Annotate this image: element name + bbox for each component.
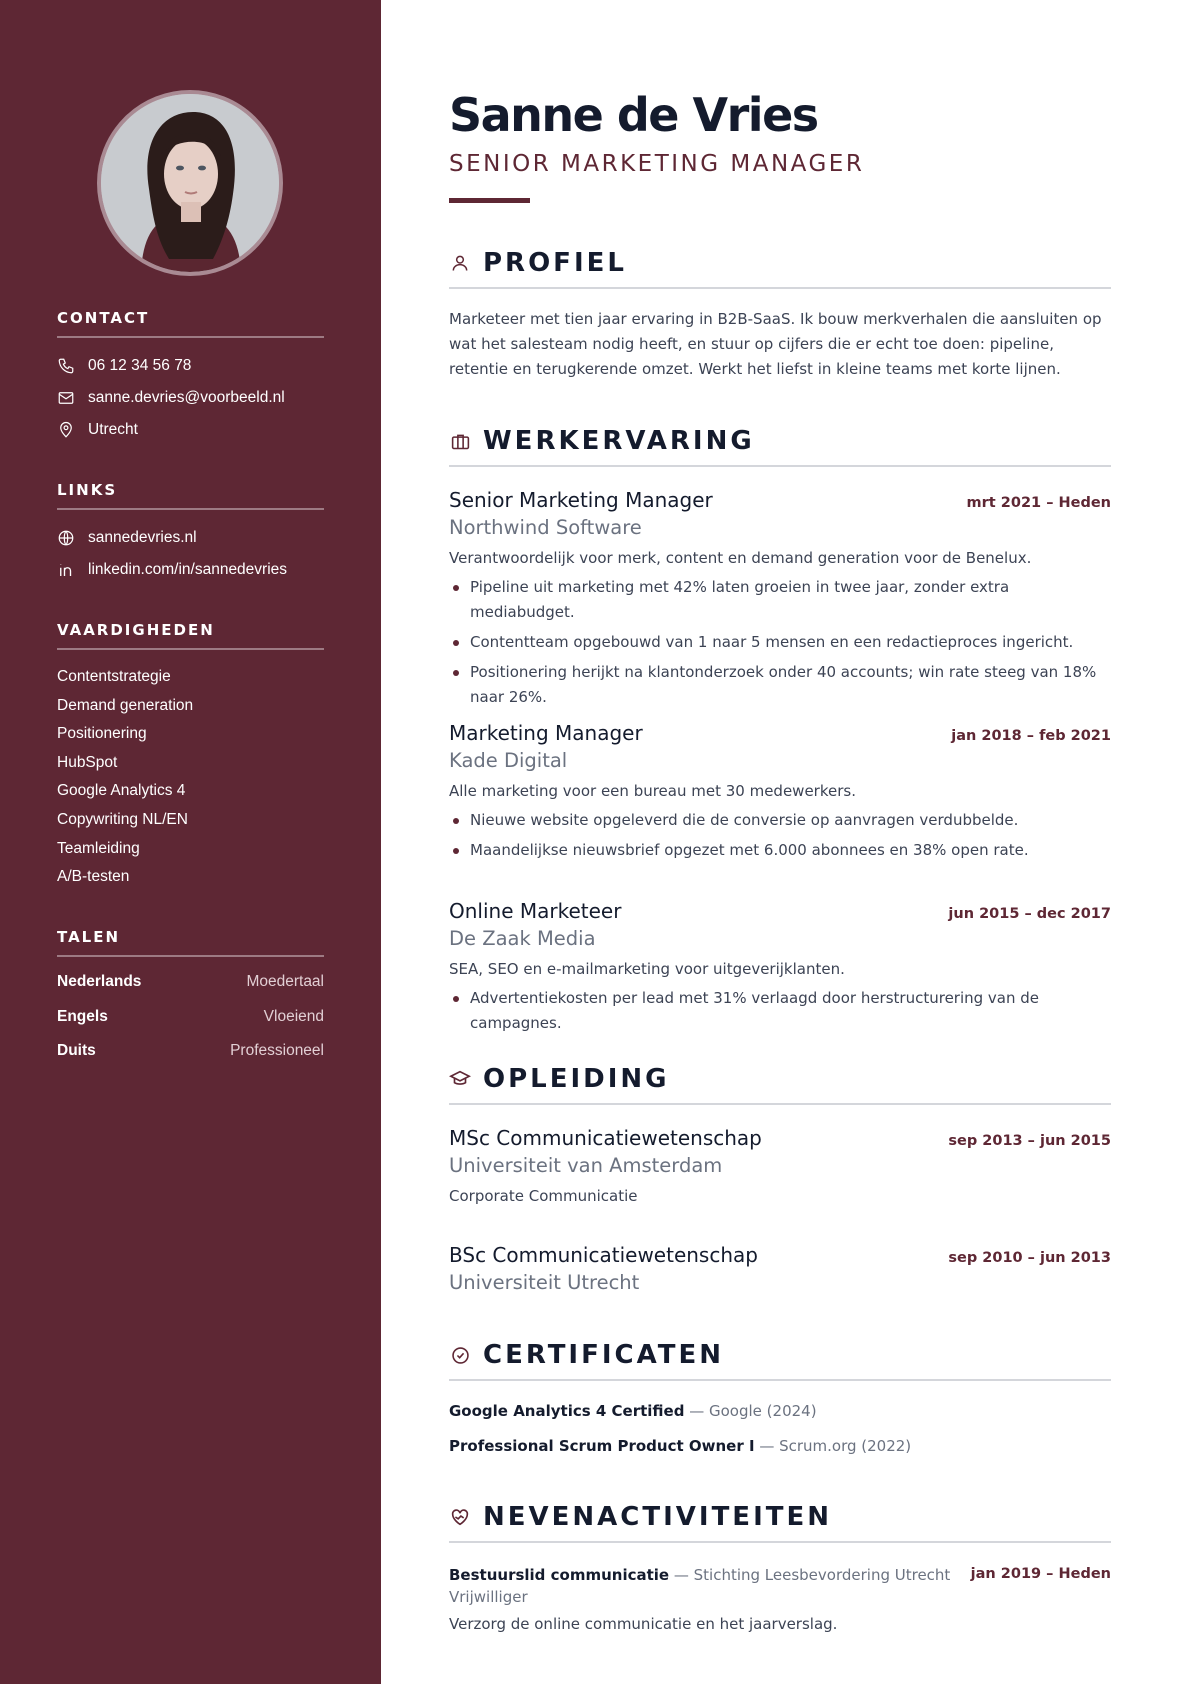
school-name: Universiteit van Amsterdam — [449, 1154, 723, 1177]
activities-section-title — [449, 1502, 1111, 1543]
certificate-name: Professional Scrum Product Owner I — [449, 1437, 755, 1455]
job-entry — [449, 899, 1111, 1041]
job-bullet: Positionering herijkt na klantonderzoek onder 40 accounts; win rate steeg van 18% naar 26%. — [449, 660, 1111, 710]
contact-phone — [57, 350, 324, 382]
portrait-image — [101, 94, 279, 272]
phone-number: 06 12 34 56 78 — [88, 357, 192, 374]
skill-item: HubSpot — [57, 753, 118, 771]
skill-item: Contentstrategie — [57, 668, 171, 685]
education-heading: OPLEIDING — [483, 1064, 670, 1094]
job-bullet: Maandelijkse nieuwsbrief opgezet met 6.000 abonnees en 38% open rate. — [449, 838, 1111, 863]
graduation-cap-icon — [449, 1068, 471, 1090]
person-role: SENIOR MARKETING MANAGER — [449, 151, 865, 177]
job-entry — [449, 488, 1111, 715]
linkedin-icon — [57, 561, 75, 579]
contact-section — [57, 309, 324, 446]
education-entry — [449, 1126, 1111, 1205]
briefcase-icon — [449, 430, 471, 452]
activity-role: Bestuurslid communicatie — [449, 1566, 670, 1584]
certificate-item — [449, 1437, 911, 1455]
experience-heading: WERKERVARING — [483, 426, 755, 456]
education-entry — [449, 1243, 1111, 1294]
education-date: sep 2010 – jun 2013 — [948, 1250, 1111, 1266]
job-company: Kade Digital — [449, 749, 568, 772]
heart-hand-icon — [449, 1506, 471, 1528]
certificate-issuer: — Google (2024) — [684, 1402, 817, 1420]
certificates-section-title — [449, 1340, 1111, 1381]
certificate-item — [449, 1402, 817, 1420]
language-row — [57, 1034, 324, 1069]
job-date: mrt 2021 – Heden — [966, 495, 1111, 511]
skill-item: Copywriting NL/EN — [57, 810, 188, 828]
job-bullet: Advertentiekosten per lead met 31% verlaagd door herstructurering van de campagnes. — [449, 986, 1111, 1036]
language-level: Vloeiend — [263, 1007, 324, 1025]
degree-title: MSc Communicatiewetenschap — [449, 1126, 762, 1150]
activity-description: Verzorg de online communicatie en het jaarverslag. — [449, 1615, 838, 1633]
language-row — [57, 965, 324, 1000]
education-section-title — [449, 1064, 1111, 1105]
profile-photo — [97, 90, 283, 276]
languages-heading: TALEN — [57, 928, 324, 957]
school-name: Universiteit Utrecht — [449, 1271, 640, 1294]
degree-title: BSc Communicatiewetenschap — [449, 1243, 758, 1267]
job-bullet: Pipeline uit marketing met 42% laten groeien in twee jaar, zonder extra mediabudget. — [449, 575, 1111, 625]
link-linkedin[interactable] — [57, 554, 324, 586]
person-name: Sanne de Vries — [449, 88, 818, 142]
language-name: Nederlands — [57, 973, 142, 990]
linkedin-link[interactable]: linkedin.com/in/sannedevries — [88, 561, 288, 578]
job-title: Senior Marketing Manager — [449, 488, 713, 512]
skill-item: Teamleiding — [57, 839, 140, 857]
job-bullet: Contentteam opgebouwd van 1 naar 5 mensen en een redactieproces ingericht. — [449, 630, 1111, 655]
certificate-name: Google Analytics 4 Certified — [449, 1402, 685, 1420]
job-date: jun 2015 – dec 2017 — [948, 906, 1111, 922]
language-name: Duits — [57, 1042, 96, 1059]
phone-icon — [57, 357, 75, 375]
location-text: Utrecht — [88, 421, 138, 438]
accent-divider — [449, 198, 530, 203]
skill-item: Google Analytics 4 — [57, 782, 186, 800]
contact-location — [57, 414, 324, 446]
website-link[interactable]: sannedevries.nl — [88, 529, 197, 546]
job-bullets — [449, 986, 1111, 1036]
job-title: Online Marketeer — [449, 899, 622, 923]
job-description: Verantwoordelijk voor merk, content en demand generation voor de Benelux. — [449, 549, 1032, 567]
languages-section — [57, 928, 324, 1069]
globe-icon — [57, 529, 75, 547]
experience-section-title — [449, 426, 1111, 467]
profile-text: Marketeer met tien jaar ervaring in B2B-SaaS. Ik bouw merkverhalen die aansluiten op wat het salesteam nodig heeft, en stuur op cijfers die er echt toe doen: pipeline, retentie en terugkerende omzet. Werkt het liefst in kleine teams met korte lijnen. — [449, 310, 1102, 378]
user-icon — [449, 252, 471, 274]
language-row — [57, 1000, 324, 1035]
certificate-issuer: — Scrum.org (2022) — [754, 1437, 912, 1455]
certificates-heading: CERTIFICATEN — [483, 1340, 724, 1370]
job-description: Alle marketing voor een bureau met 30 medewerkers. — [449, 782, 856, 800]
job-bullet: Nieuwe website opgeleverd die de conversie op aanvragen verdubbelde. — [449, 808, 1111, 833]
links-section — [57, 481, 324, 586]
job-date: jan 2018 – feb 2021 — [951, 728, 1111, 744]
profile-heading: PROFIEL — [483, 248, 627, 278]
skill-item: Positionering — [57, 725, 147, 743]
badge-check-icon — [449, 1344, 471, 1366]
link-website[interactable] — [57, 522, 324, 554]
profile-section-title — [449, 248, 1111, 289]
job-bullets — [449, 808, 1111, 863]
activities-heading: NEVENACTIVITEITEN — [483, 1502, 832, 1532]
contact-heading: CONTACT — [57, 309, 324, 338]
contact-email — [57, 382, 324, 414]
skills-list — [57, 663, 324, 892]
activity-date: jan 2019 – Heden — [970, 1566, 1111, 1582]
activity-organization: — Stichting Leesbevordering Utrecht — [669, 1566, 951, 1584]
skills-heading: VAARDIGHEDEN — [57, 621, 324, 650]
education-detail: Corporate Communicatie — [449, 1187, 638, 1205]
job-description: SEA, SEO en e-mailmarketing voor uitgeverijklanten. — [449, 960, 845, 978]
skill-item: A/B-testen — [57, 868, 130, 886]
language-level: Professioneel — [230, 1042, 324, 1059]
skills-section — [57, 621, 324, 892]
education-date: sep 2013 – jun 2015 — [948, 1133, 1111, 1149]
job-company: Northwind Software — [449, 516, 642, 539]
skill-item: Demand generation — [57, 696, 194, 714]
activity-entry — [449, 1566, 1111, 1633]
language-name: Engels — [57, 1007, 108, 1025]
links-heading: LINKS — [57, 481, 324, 510]
job-entry — [449, 721, 1111, 868]
job-bullets — [449, 575, 1111, 710]
mail-icon — [57, 389, 75, 407]
activity-type: Vrijwilliger — [449, 1588, 528, 1606]
map-pin-icon — [57, 421, 75, 439]
email-address[interactable]: sanne.devries@voorbeeld.nl — [88, 389, 285, 406]
job-company: De Zaak Media — [449, 927, 596, 950]
sidebar — [0, 0, 381, 1684]
job-title: Marketing Manager — [449, 721, 643, 745]
language-level: Moedertaal — [246, 973, 324, 990]
